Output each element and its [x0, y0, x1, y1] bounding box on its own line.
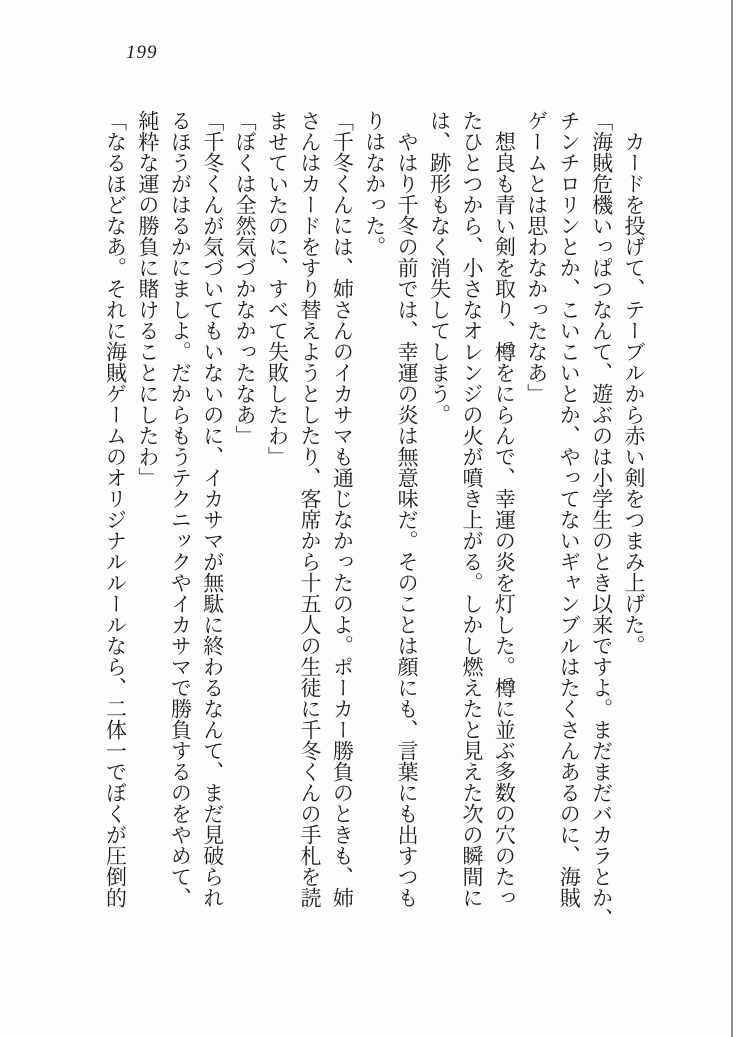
page-edge-line: [731, 0, 733, 1037]
paragraph: [358, 110, 423, 930]
text-line: 「なるほどなあ。それに海賊ゲームのオリジナルルールなら、二体一でぼくが圧倒的: [103, 110, 128, 908]
text-line: ませていたのに、すべて失敗したわ」: [265, 110, 290, 467]
text-line: 想良も青い剣を取り、樽をにらんで、幸運の炎を灯した。樽に並ぶ多数の穴のたっ: [492, 131, 517, 908]
text-line: りはなかった。: [362, 110, 387, 257]
text-line: 純粋な運の勝負に賭けることにしたわ」: [135, 110, 160, 488]
text-line: やはり千冬の前では、幸運の炎は無意味だ。そのことは顔にも、言葉にも出すつも: [395, 131, 420, 908]
text-line: カードを投げて、テーブルから赤い剣をつまみ上げた。: [622, 131, 646, 656]
text-line: は、跡形もなく消失してしまう。: [427, 110, 452, 425]
text-line: るほうがはるかにましよ。だからもうテクニックやイカサマで勝負するのをやめて、: [168, 110, 193, 908]
paragraph: [261, 110, 358, 930]
text-line: ゲームとは思わなかったなあ」: [524, 110, 549, 404]
paragraph: [99, 110, 131, 930]
text-line: 「千冬くんには、姉さんのイカサマも通じなかったのよ。ポーカー勝負のときも、姉: [330, 110, 355, 908]
text-line: 「千冬くんが気づいてもいないのに、イカサマが無駄に終わるなんて、まだ見破られ: [200, 110, 225, 908]
paragraph: [423, 110, 520, 930]
paragraph: [520, 110, 617, 930]
text-line: チンチロリンとか、こいこいとか、やってないギャンブルはたくさんあるのに、海賊: [557, 110, 582, 908]
body-text: [99, 110, 650, 930]
paragraph: [229, 110, 261, 930]
text-line: 「ぼくは全然気づかなかったなあ」: [233, 110, 258, 446]
page-number: 199: [126, 42, 158, 63]
text-line: 「海賊危機いっぱつなんて、遊ぶのは小学生のとき以来ですよ。まだまだバカラとか、: [589, 110, 614, 929]
paragraph: [618, 110, 650, 930]
text-line: たひとつから、小さなオレンジの火が噴き上がる。しかし燃えたと見えた次の瞬間に: [459, 110, 484, 908]
text-line: さんはカードをすり替えようとしたり、客席から十五人の生徒に千冬くんの手札を読: [297, 110, 322, 908]
paragraph: [132, 110, 229, 930]
